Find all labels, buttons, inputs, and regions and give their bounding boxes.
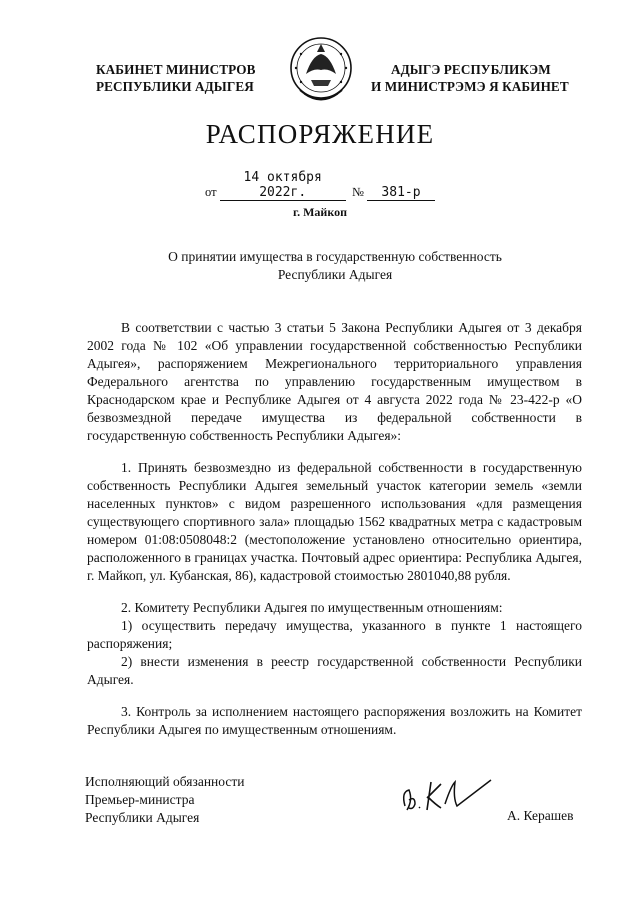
subject-line-2: Республики Адыгея [277, 267, 393, 282]
item-3-paragraph: 3. Контроль за исполнением настоящего распоряжения возложить на Комитет Республики Адыгея по имущественным отношениям. [87, 704, 582, 737]
issuer-adyghe-line-2: И МИНИСТРЭМЭ Я КАБИНЕТ [371, 79, 569, 94]
number-label: № [351, 185, 364, 199]
item-1-paragraph: 1. Принять безвозмездно из федеральной собственности в государственную собственность Республики Адыгея земельный участок категории земель «земли населенных пунктов» с видом разрешенного использования «для размещения существующего спортивного зала» площадью 1562 квадратных метра с кадастровым номером 01:08:0508048:2 (местоположение установлено относительно ориентира, расположенного в границах участка. Почтовый адрес ориентира: Республика Адыгея, г. Майкоп, ул. Кубанская, 86), кадастровой стоимостью 2801040,88 рубля. [87, 460, 582, 583]
issuer-line-2: РЕСПУБЛИКИ АДЫГЕЯ [96, 79, 254, 94]
item-2-2-paragraph: 2) внести изменения в реестр государственной собственности Республики Адыгея. [87, 654, 582, 687]
signatory-name: А. Керашев [507, 808, 574, 823]
document-body [87, 319, 582, 753]
date-number-line [0, 170, 640, 201]
signatory-line-3: Республики Адыгея [85, 810, 200, 825]
republic-emblem-icon [284, 34, 358, 110]
document-date: 14 октября 2022г. [220, 170, 346, 201]
document-subject [0, 248, 640, 284]
issuer-line-1: КАБИНЕТ МИНИСТРОВ [96, 62, 256, 77]
issuer-name-russian [96, 61, 255, 95]
document-number: 381-р [367, 185, 435, 201]
subject-line-1: О принятии имущества в государственную собственность [168, 249, 502, 264]
handwritten-signature [397, 770, 497, 818]
issuer-adyghe-line-1: АДЫГЭ РЕСПУБЛИКЭМ [391, 62, 551, 77]
city: г. Майкоп [292, 205, 347, 219]
signatory-position [85, 773, 244, 827]
document-title: РАСПОРЯЖЕНИЕ [205, 119, 435, 149]
issuer-name-adyghe [371, 61, 569, 95]
signatory-line-2: Премьер-министра [85, 792, 195, 807]
signatory-line-1: Исполняющий обязанности [85, 774, 245, 789]
item-2-paragraph: 2. Комитету Республики Адыгея по имущественным отношениям: [121, 600, 503, 615]
preamble-paragraph: В соответствии с частью 3 статьи 5 Закона Республики Адыгея от 3 декабря 2002 года № 102 «Об управлении государственной собственностью Республики Адыгея», распоряжением Межрегионального территориального управления Федерального агентства по управлению государственным имуществом в Краснодарском крае и Республике Адыгея от 4 августа 2022 года № 23-422-р «О безвозмездной передаче имущества из федеральной собственности в государственную собственность Республики Адыгея»: [87, 320, 582, 443]
item-2-1-paragraph: 1) осуществить передачу имущества, указанного в пункте 1 настоящего распоряжения; [87, 618, 582, 651]
date-from-label: от [205, 185, 217, 199]
